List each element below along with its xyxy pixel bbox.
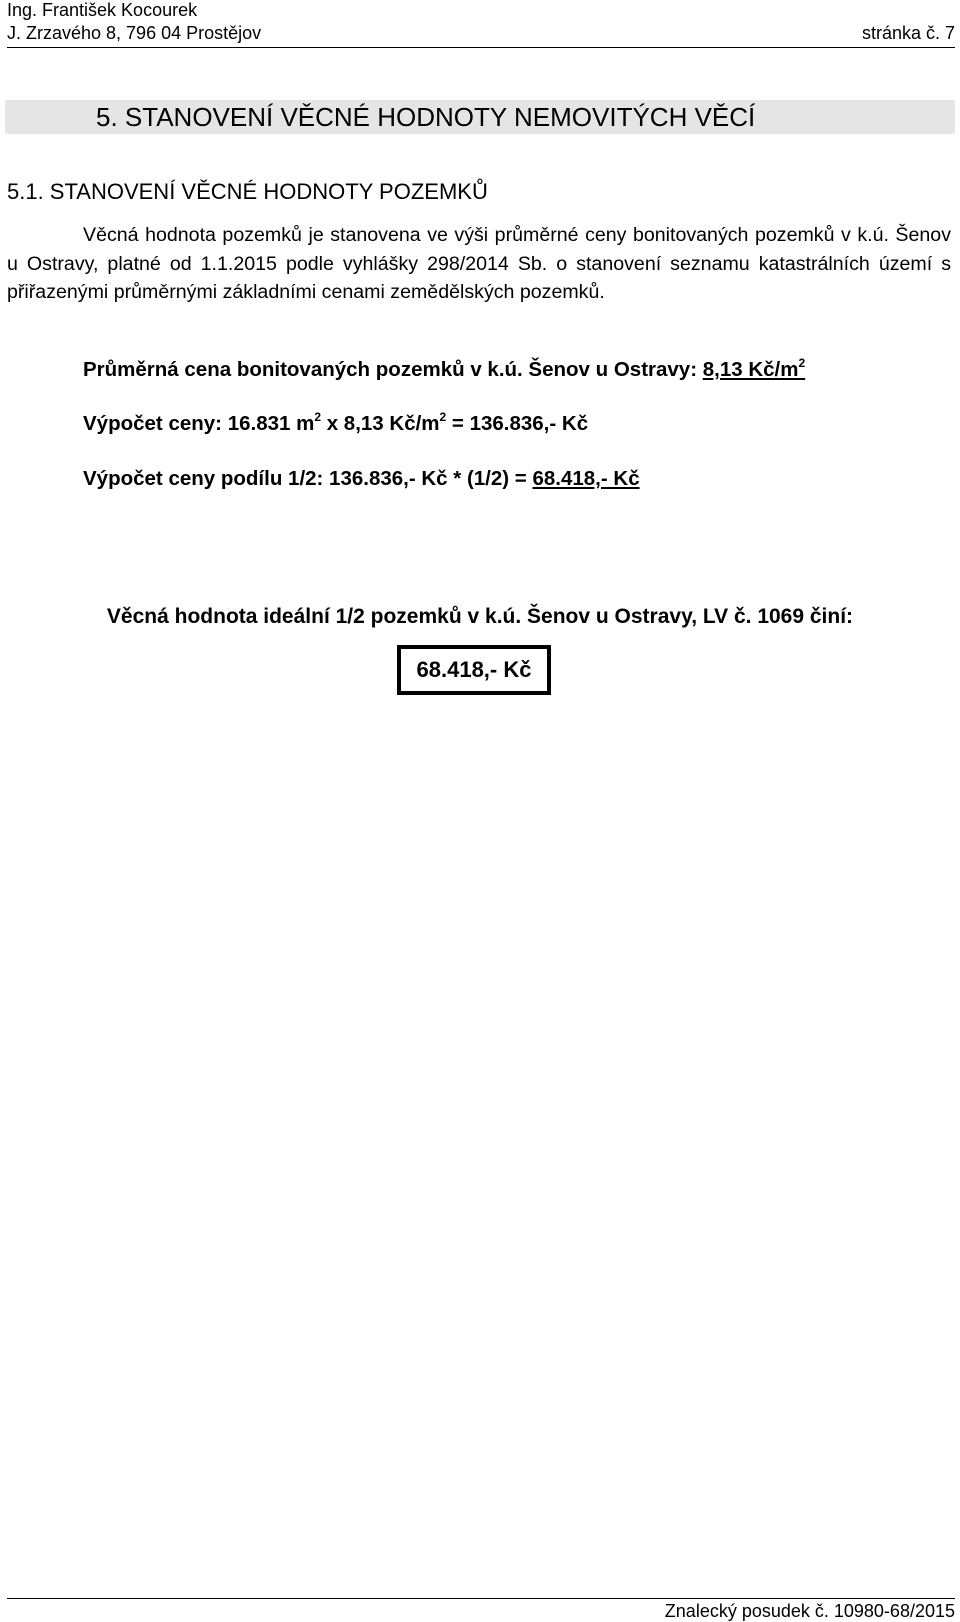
share-calculation-value: 68.418,- Kč xyxy=(532,467,640,490)
page-footer xyxy=(7,1598,955,1621)
average-price-label: Průměrná cena bonitovaných pozemků v k.ú. Šenov u Ostravy: xyxy=(83,358,703,381)
author-name: Ing. František Kocourek xyxy=(7,0,198,20)
result-value-box: 68.418,- Kč xyxy=(397,645,551,695)
average-price-value: 8,13 $Kč/m^2$ xyxy=(702,356,806,381)
price-calculation-line: Výpočet ceny: 16.831 $m^2$ x 8,13 $Kč/m^2 = 136.836,-$ Kč xyxy=(83,410,589,435)
section-title: 5.1. STANOVENÍ VĚCNÉ HODNOTY POZEMKŮ xyxy=(7,179,488,204)
share-calculation-label: Výpočet ceny podílu 1/2: 136.836,- Kč * (1/2) = xyxy=(83,467,533,490)
average-price-line xyxy=(83,356,805,384)
page-header xyxy=(7,0,955,48)
chapter-title: 5. STANOVENÍ VĚCNÉ HODNOTY NEMOVITÝCH VĚCÍ xyxy=(96,102,756,132)
share-calculation-line xyxy=(83,465,640,493)
author-address: J. Zrzavého 8, 796 04 Prostějov xyxy=(7,23,262,43)
section-paragraph: Věcná hodnota pozemků je stanovena ve výši průměrné ceny bonitovaných pozemků v k.ú. Šenov u Ostravy, platné od 1.1.2015 podle vyhlášky 298/2014 Sb. o stanovení seznamu katastrálních území s přiřazenými průměrnými základními cenami zemědělských pozemků. xyxy=(7,224,951,303)
summary-text: Věcná hodnota ideální 1/2 pozemků v k.ú. Šenov u Ostravy, LV č. 1069 činí: xyxy=(106,605,854,628)
report-number: Znalecký posudek č. 10980-68/2015 xyxy=(664,1601,955,1621)
page-number: stránka č. 7 xyxy=(861,23,955,43)
